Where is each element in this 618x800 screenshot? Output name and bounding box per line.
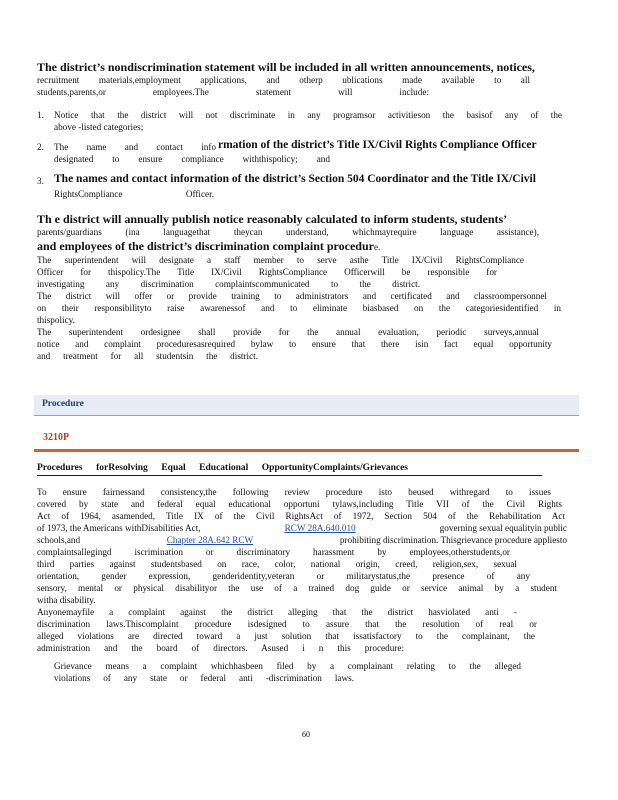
- bullet-line: violations of any state or federal anti -discrimination laws.: [54, 673, 354, 683]
- body-line: witha disability.: [37, 595, 96, 605]
- notice-heading: Th e district will annually publish notice reasonably calculated to inform students, students’: [37, 212, 508, 226]
- body-line: covered by state and federal equal educational opportuni tylaws,including Title VII of the Civil Rights: [37, 499, 562, 509]
- body-line: orientation, gender expression, genderidentity,veteran or militarystatus,the presence of any: [37, 571, 530, 581]
- page-number: 60: [302, 730, 310, 739]
- body-line: [37, 523, 567, 534]
- body-line: Act of 1964, asamended, Title IX of the Civil RightsAct of 1972, Section 504 of the Rehabilitation Act: [37, 511, 565, 521]
- list-item-line: Notice that the district will not discriminate in any programsor activitieson the basisof any of the: [54, 110, 562, 120]
- notice-line: on their responsibilityto raise awarenessof and to eliminate biasbased on the categoriesidentified in: [37, 303, 561, 313]
- list-number: 1.: [37, 110, 44, 120]
- list-item-line: RightsCompliance Officer.: [54, 189, 214, 199]
- notice-line: thispolicy.: [37, 315, 75, 325]
- body-line: sensory, mental or physical disabilityor the use of a trained dog guide or service animal by a student: [37, 583, 557, 593]
- body-line: alleged violations are directed toward a just solution that issatisfactory to the complainant, the: [37, 631, 535, 641]
- body-text: schools,and: [37, 535, 81, 545]
- list-item-emphasis: The names and contact information of the district’s Section 504 Coordinator and the Title IX/Civil: [54, 173, 536, 185]
- procedure-title-underline: [37, 475, 542, 476]
- notice-heading: [37, 239, 380, 254]
- notice-line: The district will offer or provide training to administrators and certificated and classroompersonnel: [37, 291, 547, 301]
- body-line: discrimination laws.Thiscomplaint procedure isdesigned to assure that the resolution of real or: [37, 619, 537, 629]
- notice-heading-text: and employees of the district’s discrimination complaint procedur: [37, 239, 374, 253]
- intro-line: students,parents,or employees.The statement will include:: [37, 87, 429, 97]
- procedure-section-label: Procedure: [42, 399, 84, 409]
- body-line: Anyonemayfile a complaint against the district alleging that the district hasviolated anti -: [37, 607, 517, 617]
- chapter-28a-642-rcw-link[interactable]: Chapter 28A.642 RCW: [166, 535, 254, 545]
- list-item-emphasis: rmation of the district’s Title IX/Civil Rights Compliance Officer: [218, 139, 537, 151]
- notice-line: The superintendent will designate a staff member to serve asthe Title IX/Civil RightsCompliance: [37, 255, 524, 265]
- rcw-28a-640-010-link[interactable]: RCW 28A.640.010: [284, 523, 356, 533]
- body-line: third parties against studentsbased on race, color, national origin, creed, religion,sex, sexual: [37, 559, 517, 569]
- intro-line: recruitment materials,employment applications, and otherp ublications made available to all: [37, 75, 530, 85]
- body-text: of 1973, the Americans withDisabilities Act,: [37, 523, 201, 533]
- notice-line: and treatment for all studentsin the district.: [37, 351, 258, 361]
- list-item-line: The name and contact info: [54, 142, 216, 152]
- list-item-line: designated to ensure compliance withthispolicy; and: [54, 154, 330, 164]
- bullet-line: Grievance means a complaint whichhasbeen filed by a complainant relating to the alleged: [54, 661, 521, 671]
- notice-line: notice and complaint proceduresasrequired bylaw to ensure that there isin fact equal opportunity: [37, 339, 552, 349]
- body-line: administration and the board of directors. Asused i n this procedure:: [37, 643, 404, 653]
- notice-heading-end: e.: [373, 242, 381, 252]
- policy-code: 3210P: [43, 432, 70, 443]
- procedure-title: Procedures forResolving Equal Educational OpportunityComplaints/Grievances: [37, 463, 408, 473]
- body-text: prohibiting discrimination. Thisgrievance procedure appliesto: [339, 535, 567, 545]
- notice-line: parents/guardians (ina languagethat theycan understand, whichmayrequire language assistance),: [37, 227, 539, 237]
- list-number: 3.: [37, 176, 44, 186]
- body-line: To ensure fairnessand consistency,the following review procedure isto beused withregard to issues: [37, 487, 551, 497]
- list-item-line: above -listed categories;: [54, 122, 144, 132]
- body-line: [37, 535, 567, 546]
- intro-heading: The district’s nondiscrimination statement will be included in all written announcements, notices,: [37, 60, 535, 74]
- procedure-section-bar: [34, 395, 579, 416]
- body-text: governing sexual equalityin public: [439, 523, 567, 533]
- section-divider: [34, 449, 579, 452]
- body-line: complaintsallegingd iscrimination or discriminatory harassment by employees,otherstudents,or: [37, 547, 510, 557]
- notice-line: Officer for thispolicy.The Title IX/Civil RightsCompliance Officerwill be responsible for: [37, 267, 497, 277]
- notice-line: The superintendent ordesignee shall provide for the annual evaluation, periodic surveys,annual: [37, 327, 539, 337]
- list-number: 2.: [37, 142, 44, 152]
- notice-line: investigating any discrimination complaintscommunicated to the district.: [37, 279, 420, 289]
